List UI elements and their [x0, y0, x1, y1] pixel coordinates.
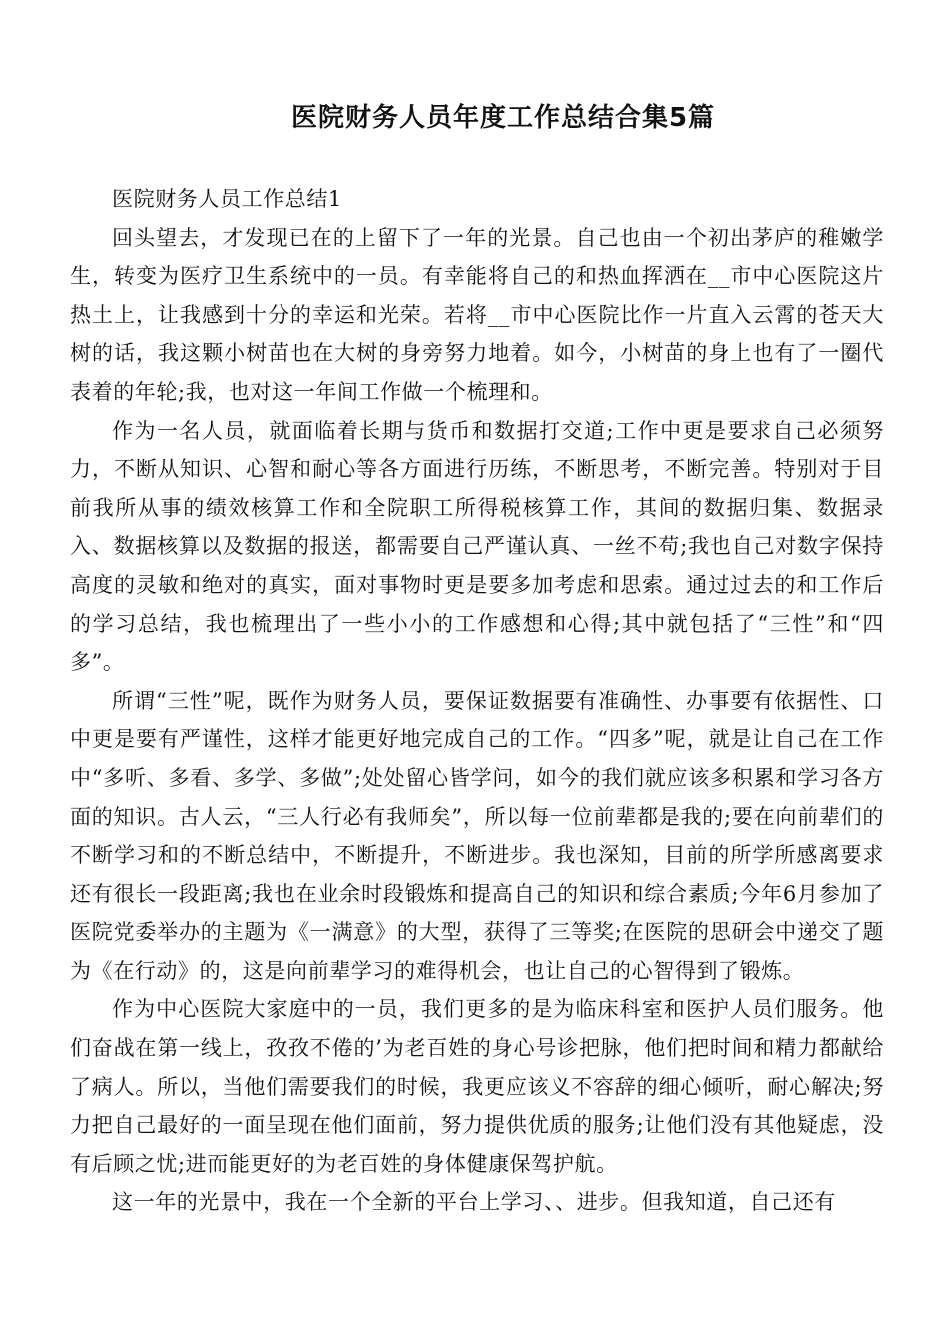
- paragraph: 回头望去，才发现已在的上留下了一年的光景。自己也由一个初出茅庐的稚嫩学生，转变为医疗卫生系统中的一员。有幸能将自己的和热血挥洒在__市中心医院这片热土上，让我感到十分的幸运和光荣。若将__市中心医院比作一片直入云霄的苍天大树的话，我这颗小树苗也在大树的身旁努力地着。如今，小树苗的身上也有了一圈代表着的年轮;我，也对这一年间工作做一个梳理和。: [70, 225, 884, 404]
- document-title: 医院财务人员年度工作总结合集5篇: [290, 103, 716, 133]
- paragraph: 这一年的光景中，我在一个全新的平台上学习、、进步。但我知道，自己还有: [112, 1190, 836, 1215]
- paragraph: 作为一名人员，就面临着长期与货币和数据打交道;工作中更是要求自己必须努力，不断从知识、心智和耐心等各方面进行历练，不断思考，不断完善。特别对于目前我所从事的绩效核算工作和全院职工所得税核算工作，其间的数据归集、数据录入、数据核算以及数据的报送，都需要自己严谨认真、一丝不苟;我也自己对数字保持高度的灵敏和绝对的真实，面对事物时更是要多加考虑和思索。通过过去的和工作后的学习总结，我也梳理出了一些小小的工作感想和心得;其中就包括了“三性”和“四多”。: [70, 418, 884, 675]
- document-body: [70, 180, 884, 1222]
- paragraph: 所谓“三性”呢，既作为财务人员，要保证数据要有准确性、办事要有依据性、口中更是要有严谨性，这样才能更好地完成自己的工作。“四多”呢，就是让自己在工作中“多听、多看、多学、多做”;处处留心皆学问，如今的我们就应该多积累和学习各方面的知识。古人云，“三人行必有我师矣”，所以每一位前辈都是我的;要在向前辈们的不断学习和的不断总结中，不断提升，不断进步。我也深知，目前的所学所感离要求还有很长一段距离;我也在业余时段锻炼和提高自己的知识和综合素质;今年6月参加了医院党委举办的主题为《一满意》的大型，获得了三等奖;在医院的思研会中递交了题为《在行动》的，这是向前辈学习的难得机会，也让自己的心智得到了锻炼。: [70, 688, 884, 983]
- paragraph: 作为中心医院大家庭中的一员，我们更多的是为临床科室和医护人员们服务。他们奋战在第一线上，孜孜不倦的’为老百姓的身心号诊把脉，他们把时间和精力都献给了病人。所以，当他们需要我们的时候，我更应该义不容辞的细心倾听，耐心解决;努力把自己最好的一面呈现在他们面前，努力提供优质的服务;让他们没有其他疑虑，没有后顾之忧;进而能更好的为老百姓的身体健康保驾护航。: [70, 997, 884, 1176]
- section-heading: 医院财务人员工作总结1: [112, 187, 342, 211]
